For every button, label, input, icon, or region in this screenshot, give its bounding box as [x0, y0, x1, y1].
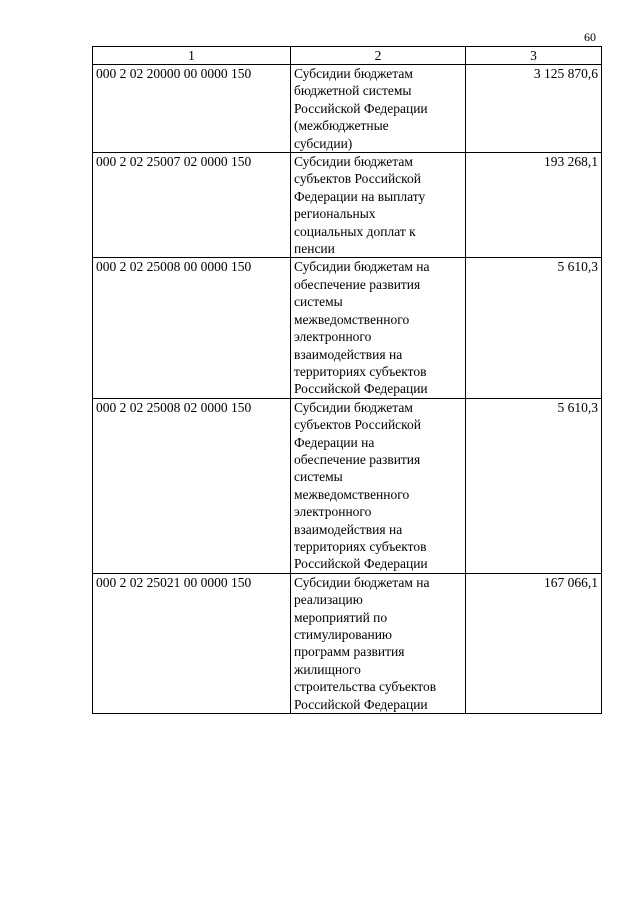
- revenue-name-line: территориях субъектов: [294, 363, 427, 379]
- revenue-name-cell: [291, 65, 466, 153]
- amount-cell: 3 125 870,6: [466, 65, 602, 153]
- table-row: [93, 65, 602, 153]
- revenue-name-line: обеспечение развития: [294, 276, 421, 292]
- revenue-name-line: межведомственного: [294, 311, 410, 327]
- revenue-name-line: системы: [294, 469, 343, 485]
- revenue-name-line: Субсидии бюджетам: [294, 399, 413, 415]
- revenue-name-line: субъектов Российской: [294, 171, 422, 187]
- revenue-name-cell: [291, 258, 466, 398]
- revenue-name-line: мероприятий по: [294, 609, 388, 625]
- header-row: [93, 47, 602, 65]
- revenue-name-line: Субсидии бюджетам: [294, 154, 413, 170]
- amount-cell: 167 066,1: [466, 573, 602, 713]
- revenue-name-line: Российской Федерации: [294, 100, 428, 116]
- revenue-name-line: Федерации на выплату: [294, 188, 426, 204]
- budget-table: [92, 46, 602, 714]
- revenue-name-line: Российской Федерации: [294, 556, 428, 572]
- revenue-name-line: Субсидии бюджетам на: [294, 574, 430, 590]
- revenue-name-line: региональных: [294, 206, 376, 222]
- revenue-name-line: Российской Федерации: [294, 381, 428, 397]
- table-row: [93, 258, 602, 398]
- revenue-name-line: межведомственного: [294, 486, 410, 502]
- revenue-name-line: Субсидии бюджетам: [294, 66, 413, 81]
- table-row: [93, 398, 602, 573]
- column-header-2: 2: [291, 47, 466, 65]
- table-row: [93, 153, 602, 258]
- table-row: [93, 573, 602, 713]
- revenue-name-line: Российской Федерации: [294, 696, 428, 712]
- budget-code-cell: 000 2 02 25008 00 0000 150: [93, 258, 291, 398]
- revenue-name-line: социальных доплат к: [294, 223, 416, 239]
- revenue-name-line: стимулированию: [294, 627, 393, 642]
- table-body: [93, 65, 602, 714]
- amount-cell: 5 610,3: [466, 258, 602, 398]
- revenue-name-cell: [291, 153, 466, 258]
- revenue-name-line: взаимодействия на: [294, 346, 403, 362]
- revenue-name-line: жилищного: [294, 661, 361, 677]
- revenue-name-line: бюджетной системы: [294, 83, 412, 99]
- budget-code-cell: 000 2 02 20000 00 0000 150: [93, 65, 291, 153]
- revenue-name-line: Субсидии бюджетам на: [294, 259, 430, 275]
- revenue-name-cell: [291, 398, 466, 573]
- revenue-name-line: территориях субъектов: [294, 538, 427, 554]
- revenue-name-line: электронного: [294, 504, 372, 520]
- amount-cell: 193 268,1: [466, 153, 602, 258]
- revenue-name-line: взаимодействия на: [294, 521, 403, 537]
- revenue-name-line: строительства субъектов: [294, 679, 437, 695]
- revenue-name-line: (межбюджетные: [294, 118, 389, 134]
- revenue-name-line: пенсии: [294, 241, 335, 257]
- revenue-name-line: программ развития: [294, 644, 405, 660]
- column-header-1: 1: [93, 47, 291, 65]
- revenue-name-line: Федерации на: [294, 434, 375, 450]
- revenue-name-line: субсидии): [294, 135, 353, 151]
- budget-code-cell: 000 2 02 25007 02 0000 150: [93, 153, 291, 258]
- revenue-name-line: электронного: [294, 329, 372, 345]
- revenue-name-line: реализацию: [294, 592, 363, 608]
- page-number: 60: [584, 30, 596, 44]
- revenue-name-line: субъектов Российской: [294, 417, 422, 433]
- amount-cell: 5 610,3: [466, 398, 602, 573]
- revenue-name-line: обеспечение развития: [294, 451, 421, 467]
- table-header: [93, 47, 602, 65]
- column-header-3: 3: [466, 47, 602, 65]
- revenue-name-cell: [291, 573, 466, 713]
- budget-code-cell: 000 2 02 25008 02 0000 150: [93, 398, 291, 573]
- budget-code-cell: 000 2 02 25021 00 0000 150: [93, 573, 291, 713]
- revenue-name-line: системы: [294, 294, 343, 310]
